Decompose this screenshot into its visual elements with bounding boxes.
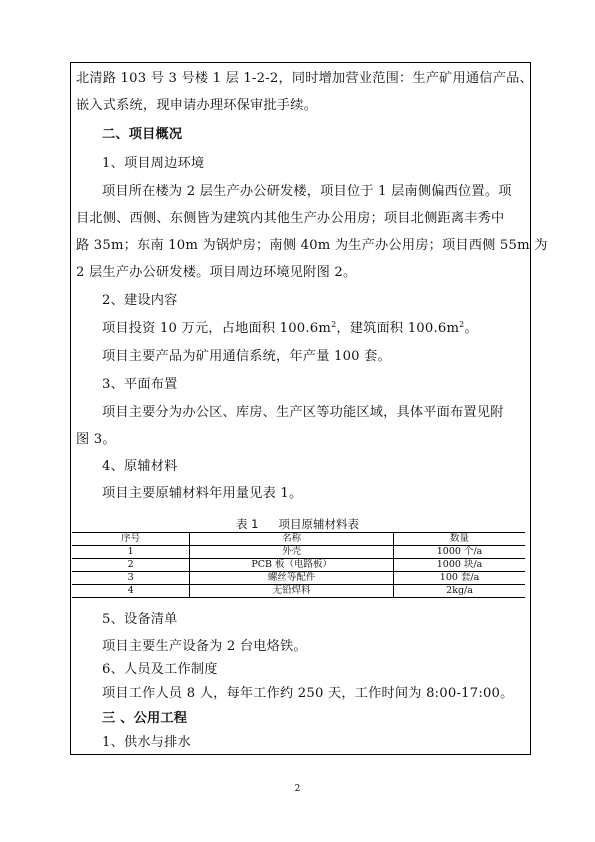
table-header-cell: 名称 [190,533,394,546]
table-row [72,585,525,598]
text-line: 项目主要生产设备为 2 台电烙铁。 [102,639,307,654]
table-caption-title: 项目原辅材料表 [278,517,359,531]
subsection-heading: 5、设备清单 [102,612,178,627]
text-fragment: ，建筑面积 100.6m [336,321,460,336]
table-header-cell: 序号 [72,533,190,546]
section-heading: 二、项目概况 [102,127,183,142]
table-header-row [72,533,525,546]
text-line: 项目主要分为办公区、库房、生产区等功能区域，具体平面布置见附 [102,405,504,420]
text-line: 路 35m；东南 10m 为锅炉房；南侧 40m 为生产办公用房；项目西侧 55m 为 [76,238,548,253]
table-row [72,572,525,585]
text-line: 北清路 103 号 3 号楼 1 层 1-2-2，同时增加营业范围：生产矿用通信产品、 [76,71,533,86]
table-caption [0,516,595,532]
table-cell: 2 [72,559,190,572]
table-cell: 外壳 [190,546,394,559]
text-fragment: 项目投资 10 万元，占地面积 100.6m [102,321,332,336]
table-cell: 无铅焊料 [190,585,394,598]
table-cell: PCB 板（电路板） [190,559,394,572]
superscript: 2 [331,320,337,329]
subsection-heading: 1、项目周边环境 [102,156,205,171]
page-number: 2 [294,784,301,794]
text-line: 项目主要原辅材料年用量见表 1。 [102,486,303,501]
table-cell: 螺丝等配件 [190,572,394,585]
table-header-cell: 数量 [394,533,525,546]
table-cell: 100 套/a [394,572,525,585]
subsection-heading: 2、建设内容 [102,293,178,308]
table-cell: 1000 块/a [394,559,525,572]
subsection-heading: 6、人员及工作制度 [102,662,218,677]
table-cell: 1000 个/a [394,546,525,559]
section-heading: 三 、公用工程 [102,711,188,726]
table-cell: 4 [72,585,190,598]
table-row [72,559,525,572]
materials-table [72,532,525,598]
text-line: 目北侧、西侧、东侧皆为建筑内其他生产办公用房；项目北侧距离丰秀中 [76,211,505,226]
text-line: 嵌入式系统，现申请办理环保审批手续。 [76,98,317,113]
subsection-heading: 3、平面布置 [102,377,178,392]
table-cell: 1 [72,546,190,559]
subsection-heading: 4、原辅材料 [102,459,178,474]
table-cell: 2kg/a [394,585,525,598]
text-line: 项目工作人员 8 人，每年工作约 250 天，工作时间为 8:00-17:00。 [102,686,514,701]
text-line: 图 3。 [76,432,116,447]
table-row [72,546,525,559]
superscript: 2 [459,320,465,329]
text-fragment: 。 [464,321,478,336]
text-line: 项目所在楼为 2 层生产办公研发楼，项目位于 1 层南侧偏西位置。项 [102,184,512,199]
text-line: 2 层生产办公研发楼。项目周边环境见附图 2。 [76,265,357,280]
table-caption-number: 表 1 [236,517,259,531]
table-cell: 3 [72,572,190,585]
subsection-heading: 1、供水与排水 [102,735,191,750]
text-line: 项目主要产品为矿用通信系统，年产量 100 套。 [102,349,391,364]
text-line [102,321,554,337]
